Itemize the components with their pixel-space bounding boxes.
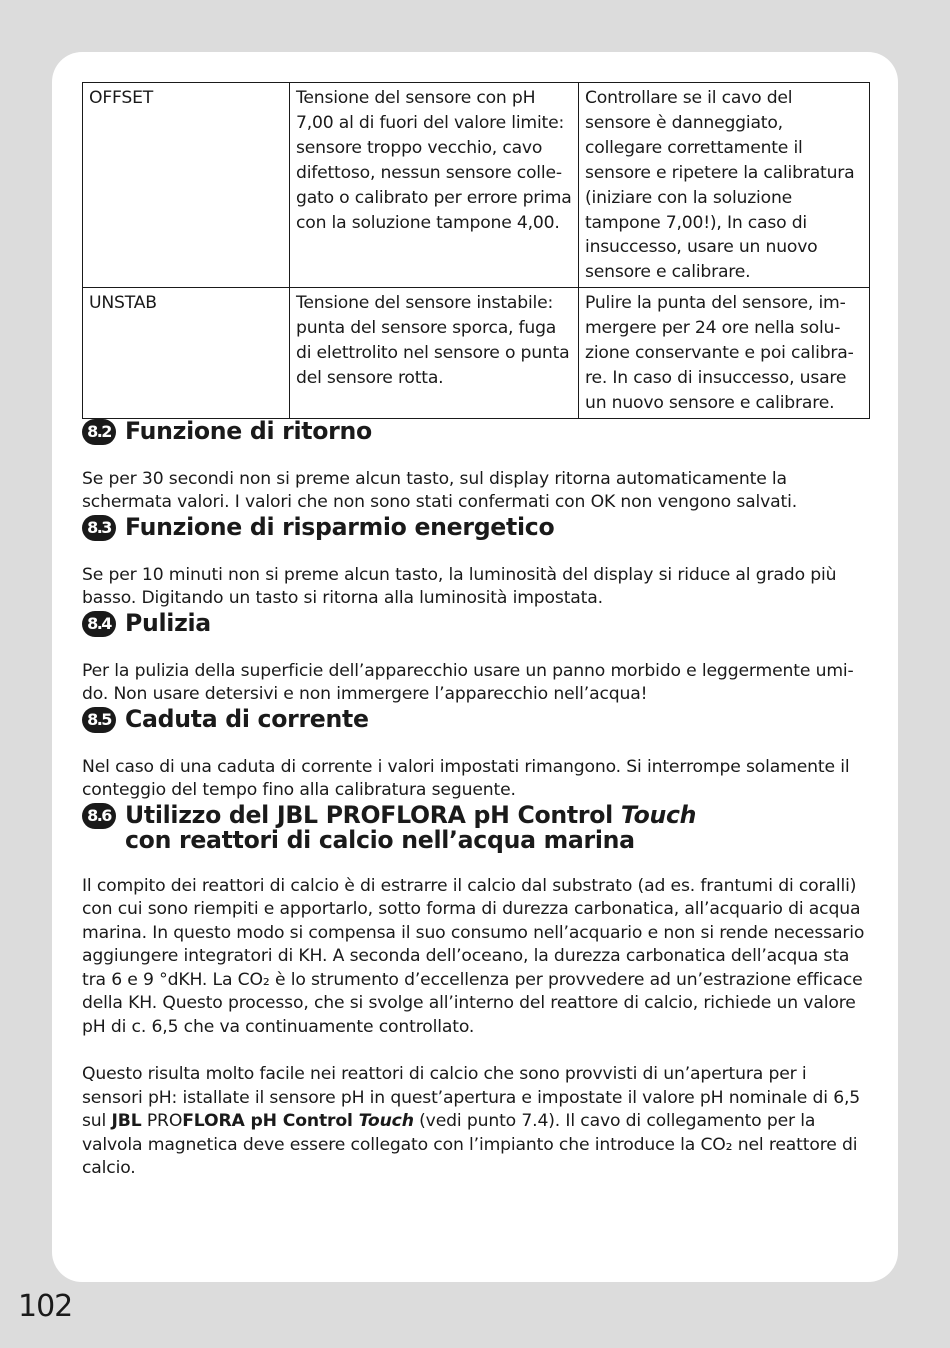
- error-code: OFFSET: [83, 83, 290, 288]
- section-text: Se per 10 minuti non si preme alcun tasto, la luminosità del display si riduce al grado più basso. Digitando un tasto si ritorna alla luminosità impostata.: [82, 564, 837, 609]
- error-remedy: Controllare se il cavo del sensore è danneggiato, collegare correttamente il sensore e ripetere la calibratura (iniziare con la soluzione tampone 7,00!), In caso di insuccesso, usare un nuovo sensore e calibrare.: [579, 83, 870, 288]
- brand-italic-text: Touch: [358, 1111, 414, 1132]
- title-line-2: con reattori di calcio nell’acqua marina: [125, 825, 635, 854]
- section-title: Pulizia: [125, 608, 211, 637]
- error-code: UNSTAB: [83, 288, 290, 419]
- section-paragraph: Il compito dei reattori di calcio è di estrarre il calcio dal substrato (ad es. frantumi di coralli) con cui sono riempiti e apportarlo, sotto forma di durezza carbonatica, all’acquario di acqua marina. In questo modo si compensa il suo consumo nell’acquario e non si rende necessario aggiungere integratori di KH. A seconda dell’oceano, la durezza carbonatica dell’acqua sta tra 6 e 9 °dKH. La CO₂ è lo strumento d’eccellenza per provvedere ad un’estrazione efficace della KH. Questo processo, che si svolge all’interno del reattore di calcio, richiede un valore pH di c. 6,5 che va continuamente controllato.: [82, 875, 865, 1037]
- section-heading-8-4: [82, 608, 870, 637]
- brand-text: PRO: [141, 1111, 183, 1132]
- paragraph-text: Questo risulta molto facile nei reattori di calcio che sono provvisti di un’apertura per i sensori pH: istallate il sensore pH in quest’apertura e impostate il valore pH nominale di 6,5 sul: [82, 1064, 861, 1132]
- section-number-badge: 8.4: [82, 611, 116, 637]
- section-text: Nel caso di una caduta di corrente i valori impostati rimangono. Si interrompe solamente il conteggio del tempo fino alla calibratura seguente.: [82, 756, 850, 801]
- section-title: Funzione di risparmio energetico: [125, 512, 555, 541]
- section-text: Se per 30 secondi non si preme alcun tasto, sul display ritorna automaticamente la schermata valori. I valori che non sono stati confermati con OK non vengono salvati.: [82, 468, 798, 513]
- title-line-1: [125, 801, 696, 829]
- section-number-badge: 8.3: [82, 515, 116, 541]
- section-number-badge: 8.5: [82, 707, 116, 733]
- title-text: Utilizzo del JBL PROFLORA pH Control: [125, 800, 621, 829]
- section-text: Per la pulizia della superficie dell’apparecchio usare un panno morbido e leggermente umido. Non usare detersivi e non immergere l’apparecchio nell’acqua!: [82, 660, 854, 705]
- error-table: [82, 82, 870, 419]
- brand-text: JBL: [111, 1111, 142, 1132]
- page-number: 102: [18, 1289, 73, 1324]
- section-paragraph: [82, 1063, 870, 1181]
- error-cause: Tensione del sensore con pH 7,00 al di fuori del valore limite: sensore troppo vecchio, cavo difettoso, nessun sensore collegato o calibrato per errore prima con la soluzione tampone 4,00.: [290, 83, 579, 288]
- error-cause: Tensione del sensore instabile: punta del sensore sporca, fuga di elettrolito nel sensore o punta del sensore rotta.: [290, 288, 579, 419]
- paragraph-text: (vedi punto 7.4). Il cavo di collegamento per la valvola magnetica deve essere collegato con l’impianto che introduce la CO₂ nel reattore di calcio.: [82, 1111, 858, 1179]
- page-content: [82, 82, 870, 1181]
- table-row: [83, 83, 870, 288]
- section-title: Caduta di corrente: [125, 704, 369, 733]
- section-number-badge: 8.6: [82, 803, 116, 829]
- title-italic-text: Touch: [620, 800, 697, 829]
- section-number-badge: 8.2: [82, 419, 116, 445]
- section-heading-8-5: [82, 704, 870, 733]
- section-title: [125, 800, 697, 854]
- section-heading-8-6: [82, 800, 870, 854]
- table-row: [83, 288, 870, 419]
- error-remedy: Pulire la punta del sensore, immergere per 24 ore nella soluzione conservante e poi calibrare. In caso di insuccesso, usare un nuovo sensore e calibrare.: [579, 288, 870, 419]
- brand-text: FLORA pH Control: [182, 1111, 359, 1132]
- section-title: Funzione di ritorno: [125, 416, 372, 445]
- section-heading-8-2: [82, 416, 870, 445]
- section-heading-8-3: [82, 512, 870, 541]
